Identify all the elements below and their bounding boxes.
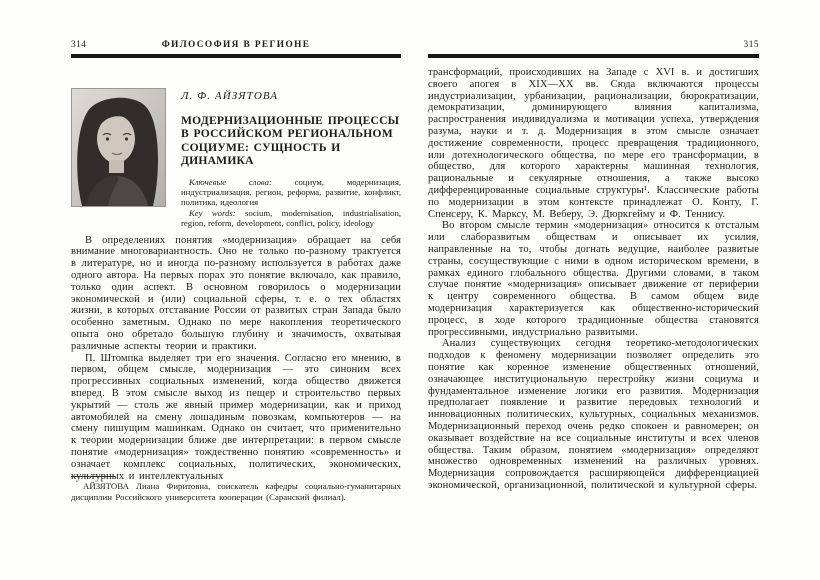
keywords-en-label: Key words: <box>189 207 236 218</box>
left-page-number: 314 <box>71 40 87 50</box>
paragraph: Во втором смысле термин «модернизация» относится к отсталым или слаборазвитым обществам и описывает их усилия, направленные на то, чтобы догнать ведущие, наиболее развитые страны, сосуществующие с ними в одном историческом времени, в рамках единого глобального общества. Другими словами, в таком случае понятие «модернизация» описывает движение от периферии к центру современного общества. В самом общем виде модернизация характеризуется как общественно-исторический процесс, в ходе которого традиционные общества становятся прогрессивными, индустриально развитыми. <box>428 220 759 338</box>
header-rule-right <box>428 54 759 58</box>
author-footnote: АЙЗЯТОВА Лиана Фиритовна, соискатель кафедры социально-гуманитарных дисциплин Российского университета кооперации (Саранский филиал). <box>71 481 401 502</box>
article-head <box>71 88 401 229</box>
paragraph: П. Штомпка выделяет три его значения. Согласно его мнению, в первом, общем смысле, модернизация — это синоним всех прогрессивных социальных изменений, когда общество движется вперед. В этом смысле выход из пещер и строительство первых укрытий — столь же явный пример модернизации, как и приход автомобилей на смену лошадиным повозкам, компьютеров — на смену пишущим машинкам. Однако он считает, что применительно к теории модернизации ближе две интерпретации: в первом смысле понятие «модернизация» тождественно понятию «современность» и означает комплекс социальных, политических, экономических, культурных и интеллектуальных <box>71 352 401 482</box>
paragraph-continuation: трансформаций, происходивших на Западе с XVI в. и достигших своего апогея в XIX—XX вв. Сюда включаются процессы индустриализации, урбанизации, рационализации, бюрократизации, демократизации, доминирующего влияния капитализма, распространения индивидуализма и мотивации успеха, утверждения разума, науки и т. д. Модернизация в этом смысле означает достижение современности, процесс превращения традиционного, или дотехнологического общества, по мере его трансформации, в общество, для которого характерны машинная технология, рациональные и секулярные отношения, а также высоко дифференцированные социальные структуры¹. Классические работы по модернизации в этом контексте принадлежат О. Конту, Г. Спенсеру, К. Марксу, М. Веберу, Э. Дюркгейму и Ф. Теннису. <box>428 67 759 220</box>
left-page <box>71 40 401 545</box>
right-page-body <box>428 67 759 492</box>
keywords-en <box>181 208 401 229</box>
right-page <box>428 40 759 545</box>
running-title: ФИЛОСОФИЯ В РЕГИОНЕ <box>161 40 311 50</box>
keywords-ru-label: Ключевые слова: <box>189 176 272 187</box>
keywords-ru-text: социум, модернизация, индустриализация, регион, реформа, развитие, конфликт, политика, идеология <box>181 176 401 208</box>
keywords-ru <box>181 177 401 208</box>
paragraph: Анализ существующих сегодня теоретико-методологических подходов к феномену модернизации позволяет определить это понятие как коренное изменение общественных отношений, означающее институциональную перестройку жизни социума и фундаментальное изменение логики его развития. Модернизация предполагает появление и развитие передовых технологий и инновационных политических, культурных, социальных механизмов. Модернизационный переход очень редко спокоен и равномерен; он оказывает воздействие на все социальные институты и всех членов общества. Таким образом, понятием «модернизация» определяют множество одновременных изменений на различных уровнях. Модернизация сопровождается расширяющейся дифференциацией экономической, организационной, политической и культурной сферы. <box>428 338 759 491</box>
left-page-body <box>71 235 401 483</box>
article-heading-block <box>181 88 401 229</box>
author-portrait-graphic <box>72 89 165 206</box>
right-page-header <box>428 40 759 51</box>
footnote-block <box>71 476 401 503</box>
author-name: Л. Ф. АЙЗЯТОВА <box>181 90 279 102</box>
right-page-number: 315 <box>743 40 759 50</box>
left-page-header <box>71 40 401 51</box>
paragraph: В определениях понятия «модернизация» обращает на себя внимание многовариантность. Оно не только по-разному трактуется в литературе, но и иногда по-разному используется в работах даже одного автора. На первых порах это понятие включало, как правило, только один аспект. В основном говорилось о модернизации экономической и (или) социальной сферы, т. е. о тех областях жизни, в которых отставание России от развитых стран Запада было особенно заметным. Однако по мере накопления теоретического опыта оно обретало большую глубину и значимость, охватывая различные аспекты теории и практики. <box>71 234 401 352</box>
header-rule-left <box>71 54 401 58</box>
article-title <box>181 114 401 168</box>
keywords-en-text: socium, modernisation, industrialisation, region, reform, development, conflict, policy, ideology <box>181 207 401 229</box>
footnote-rule <box>71 476 115 477</box>
author-photo <box>71 88 166 207</box>
article-title-line-2: В РОССИЙСКОМ РЕГИОНАЛЬНОМ <box>181 127 393 141</box>
article-title-line-3: СОЦИУМЕ: СУЩНОСТЬ И ДИНАМИКА <box>181 140 341 168</box>
article-title-line-1: МОДЕРНИЗАЦИОННЫЕ ПРОЦЕССЫ <box>181 114 400 127</box>
